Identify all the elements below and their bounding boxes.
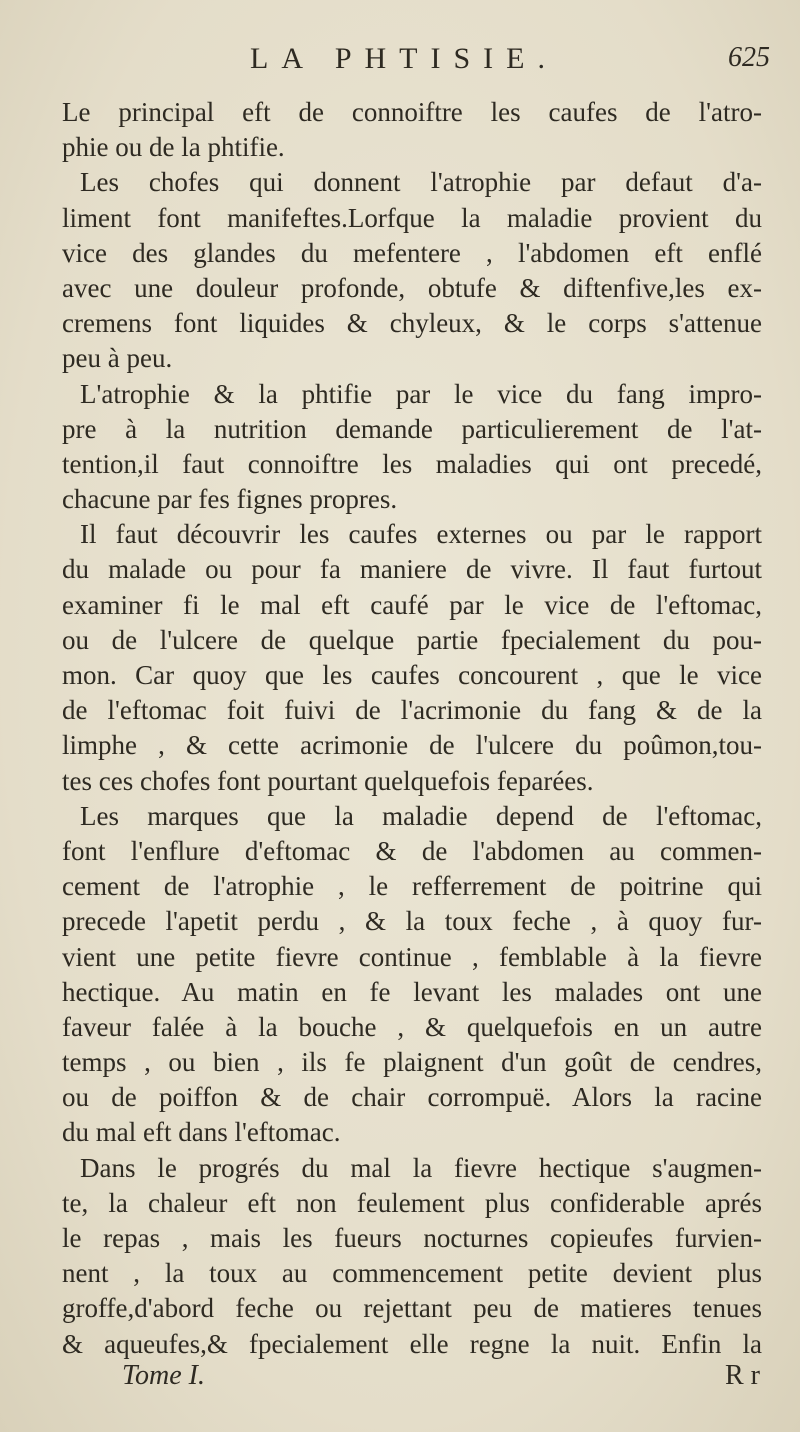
text-line: liment font manifeftes.Lorfque la maladie provient du <box>62 202 762 233</box>
text-line: vient une petite fievre continue , femblable à la fievre <box>62 941 762 972</box>
text-line: nent , la toux au commencement petite devient plus <box>62 1258 762 1289</box>
text-line: ou de l'ulcere de quelque partie fpecialement du pou- <box>62 624 762 655</box>
page-footer <box>122 1360 760 1396</box>
text-line: avec une douleur profonde, obtufe & diftenfive,les ex- <box>62 272 762 303</box>
text-line: font l'enflure d'eftomac & de l'abdomen au commen- <box>62 835 762 866</box>
text-line: chacune par fes fignes propres. <box>62 484 398 515</box>
signature-mark: R r <box>725 1360 760 1391</box>
text-line: temps , ou bien , ils fe plaignent d'un goût de cendres, <box>62 1047 762 1078</box>
text-line: ou de poiffon & de chair corrompuë. Alors la racine <box>62 1082 762 1113</box>
text-line: faveur falée à la bouche , & quelquefois en un autre <box>62 1011 762 1042</box>
text-line: du mal eft dans l'eftomac. <box>62 1117 341 1148</box>
text-line: Il faut découvrir les caufes externes ou par le rapport <box>80 519 762 550</box>
text-line: precede l'apetit perdu , & la toux feche , à quoy fur- <box>62 906 762 937</box>
text-line: mon. Car quoy que les caufes concourent , que le vice <box>62 660 762 690</box>
running-title: LA PHTISIE. <box>250 42 558 75</box>
text-line: du malade ou pour fa maniere de vivre. Il faut furtout <box>62 554 762 585</box>
text-line: Le principal eft de connoiftre les caufes de l'atro- <box>62 97 762 127</box>
text-line: peu à peu. <box>62 343 173 374</box>
text-line: examiner fi le mal eft caufé par le vice de l'eftomac, <box>62 589 762 620</box>
text-line: de l'eftomac foit fuivi de l'acrimonie du fang & de la <box>62 695 762 726</box>
text-line: groffe,d'abord feche ou rejettant peu de matieres tenues <box>62 1293 762 1324</box>
text-line: hectique. Au matin en fe levant les malades ont une <box>62 976 762 1007</box>
text-line: L'atrophie & la phtifie par le vice du fang impro- <box>80 378 762 409</box>
text-line: te, la chaleur eft non feulement plus confiderable aprés <box>62 1187 762 1218</box>
running-head <box>250 42 770 92</box>
text-line: limphe , & cette acrimonie de l'ulcere du poûmon,tou- <box>62 730 762 761</box>
text-line: cement de l'atrophie , le refferrement de poitrine qui <box>62 871 762 902</box>
text-line: pre à la nutrition demande particulierement de l'at- <box>62 413 762 444</box>
text-line: cremens font liquides & chyleux, & le corps s'attenue <box>62 308 762 339</box>
text-line: Les chofes qui donnent l'atrophie par defaut d'a- <box>80 167 762 198</box>
text-line: le repas , mais les fueurs nocturnes copieufes furvien- <box>62 1223 762 1253</box>
text-line: phie ou de la phtifie. <box>62 132 285 163</box>
volume-label: Tome I. <box>122 1360 205 1391</box>
text-line: tes ces chofes font pourtant quelquefois feparées. <box>62 765 594 796</box>
text-line: vice des glandes du mefentere , l'abdomen eft enflé <box>62 237 762 268</box>
page-number: 625 <box>728 42 770 73</box>
text-line: Les marques que la maladie depend de l'eftomac, <box>80 800 762 831</box>
body-text <box>62 95 762 1362</box>
text-line: tention,il faut connoiftre les maladies qui ont precedé, <box>62 448 762 479</box>
text-line: & aqueufes,& fpecialement elle regne la nuit. Enfin la <box>62 1328 762 1359</box>
text-line: Dans le progrés du mal la fievre hectique s'augmen- <box>80 1152 762 1183</box>
